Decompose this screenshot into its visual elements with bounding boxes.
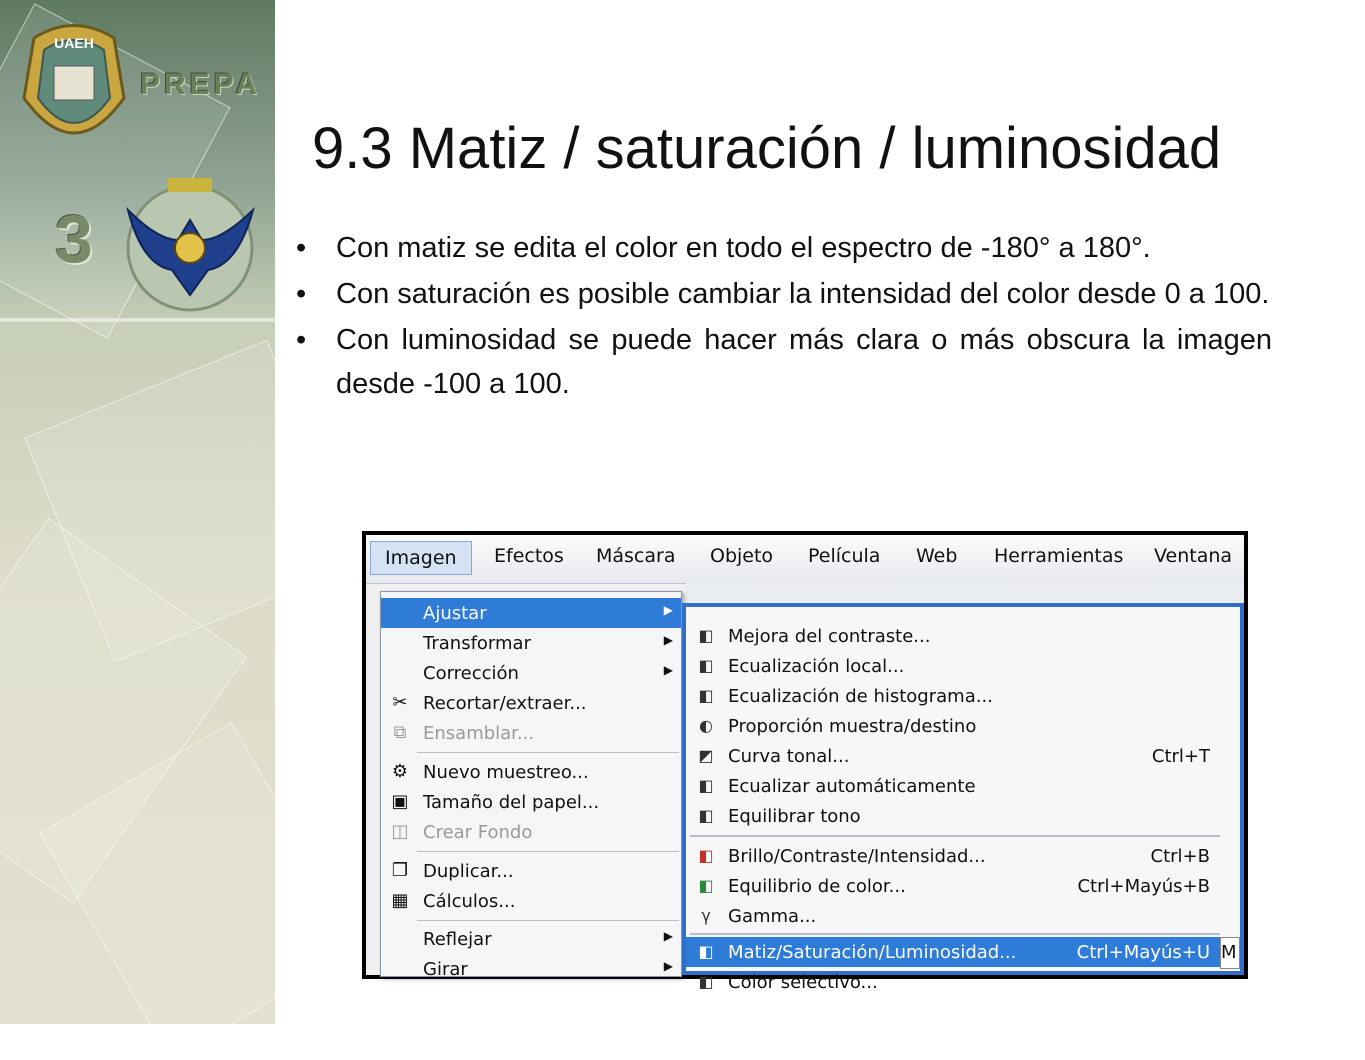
color-balance-icon: ◧ [698,876,714,895]
menu-imagen[interactable]: Imagen [370,541,472,575]
slide-title: 9.3 Matiz / saturación / luminosidad [312,116,1222,181]
menu-item-label: Girar [423,959,468,980]
menu-pelicula[interactable]: Película [808,545,881,567]
gamma-icon: γ [701,906,711,925]
submenu-arrow-icon: ▶ [663,663,673,677]
submenu-item-equilibrar-tono[interactable] [686,801,1226,831]
submenu-item-label: Ecualización de histograma... [728,686,993,707]
bullet-dot: • [296,232,307,264]
menu-item-girar[interactable] [381,954,681,984]
submenu-item-label: Ecualización local... [728,656,905,677]
submenu-item-label: Mejora del contraste... [728,626,931,647]
submenu-item-equilibrio-color[interactable] [686,871,1226,901]
submenu-item-label: Equilibrio de color... [728,876,906,897]
resample-icon: ⚙ [391,761,409,782]
submenu-arrow-icon: ▶ [663,929,673,943]
menu-item-crear-fondo [381,817,681,847]
tooltip-peek: M [1220,937,1240,969]
shortcut-label: Ctrl+B [1150,846,1210,867]
menu-efectos[interactable]: Efectos [494,545,564,567]
eagle-emblem-logo [118,170,263,320]
submenu-item-label: Gamma... [728,906,817,927]
duplicate-icon: ❐ [391,860,409,881]
menu-item-label: Recortar/extraer... [423,693,587,714]
bullet-text: Con luminosidad se puede hacer más clara o más obscura la imagen desde -100 a 100. [336,324,1272,400]
submenu-item-label: Brillo/Contraste/Intensidad... [728,846,986,867]
shortcut-label: Ctrl+Mayús+B [1077,876,1210,897]
submenu-item-matiz-saturacion[interactable] [686,937,1226,967]
shortcut-label: Ctrl+T [1151,746,1210,767]
menu-item-label: Corrección [423,663,519,684]
submenu-item-label: Equilibrar tono [728,806,861,827]
menu-item-label: Transformar [423,633,531,654]
bullet-dot: • [296,324,307,356]
menu-item-correccion[interactable] [381,658,681,688]
submenu-item-label: Ecualizar automáticamente [728,776,976,797]
submenu-item-curva-tonal[interactable] [686,741,1226,771]
submenu-item-mejora-contraste[interactable] [686,621,1226,651]
menu-item-nuevo-muestreo[interactable] [381,757,681,787]
submenu-item-ecualizacion-local[interactable] [686,651,1226,681]
bullet-text: Con saturación es posible cambiar la intensidad del color desde 0 a 100. [336,278,1270,310]
contrast-icon: ◧ [698,626,714,645]
bullet-item [296,272,1272,316]
menu-screenshot [362,531,1248,993]
submenu-arrow-icon: ▶ [663,959,673,973]
screenshot-canvas [366,535,1244,993]
scissors-icon: ✂ [392,692,408,713]
menu-separator [690,933,1220,935]
auto-equalize-icon: ◧ [698,776,714,795]
crest-text: UAEH [54,35,94,51]
stitch-icon: ⧉ [393,722,407,743]
selective-color-icon: ◧ [698,972,714,991]
toolbar-strip [686,583,1244,604]
bullet-list [296,226,1272,408]
menu-item-recortar[interactable] [381,688,681,718]
submenu-arrow-icon: ▶ [663,603,673,617]
bullet-dot: • [296,278,307,310]
tone-curve-icon: ◩ [698,746,714,765]
paper-size-icon: ▣ [391,791,409,812]
uaeh-crest-logo [14,18,134,158]
hue-saturation-icon: ◧ [698,942,714,961]
menu-separator [417,752,679,753]
bullet-item [296,226,1272,270]
bullet-item [296,318,1272,406]
school-number: 3 [55,201,93,277]
menu-mascara[interactable]: Máscara [596,545,676,567]
menu-item-label: Nuevo muestreo... [423,762,589,783]
menu-item-reflejar[interactable] [381,924,681,954]
menu-separator [417,851,679,852]
menu-item-duplicar[interactable] [381,856,681,886]
submenu-item-ecualizar-auto[interactable] [686,771,1226,801]
proportion-icon: ◐ [699,716,713,735]
ajustar-submenu [682,603,1244,993]
submenu-item-gamma[interactable] [686,901,1226,931]
menu-herramientas[interactable]: Herramientas [994,545,1124,567]
menu-item-label: Reflejar [423,929,492,950]
menubar [366,535,1244,584]
submenu-item-label: Proporción muestra/destino [728,716,977,737]
menu-item-label: Crear Fondo [423,822,533,843]
shortcut-label: Ctrl+Mayús+U [1076,942,1210,963]
submenu-item-brillo[interactable] [686,841,1226,871]
submenu-item-proporcion[interactable] [686,711,1226,741]
background-icon: ◫ [391,821,409,842]
submenu-item-color-selectivo[interactable] [686,967,1226,997]
menu-ventana[interactable]: Ventana [1154,545,1233,567]
menu-separator [690,835,1220,837]
submenu-item-label: Color selectivo... [728,972,878,993]
submenu-item-label: Curva tonal... [728,746,850,767]
menu-item-transformar[interactable] [381,628,681,658]
menu-separator [417,920,679,921]
imagen-menu [380,591,682,980]
menu-item-label: Ajustar [423,603,487,624]
submenu-item-label: Matiz/Saturación/Luminosidad... [728,942,1017,963]
calculator-icon: ▦ [391,890,409,911]
decorative-sidebar [0,0,275,1024]
menu-item-label: Tamaño del papel... [423,792,600,813]
menu-item-label: Ensamblar... [423,723,535,744]
menu-web[interactable]: Web [916,545,958,567]
equalize-icon: ◧ [698,656,714,675]
tone-balance-icon: ◧ [698,806,714,825]
menu-item-tamano-papel[interactable] [381,787,681,817]
submenu-item-ecualizacion-histograma[interactable] [686,681,1226,711]
menu-item-calculos[interactable] [381,886,681,916]
menu-objeto[interactable]: Objeto [710,545,774,567]
brightness-icon: ◧ [698,846,714,865]
menu-item-ajustar[interactable] [381,598,681,628]
menu-item-label: Duplicar... [423,861,514,882]
submenu-arrow-icon: ▶ [663,633,673,647]
bullet-text: Con matiz se edita el color en todo el espectro de -180° a 180°. [336,232,1151,264]
prepa-label: PREPA [140,68,262,101]
menu-item-ensamblar [381,718,681,748]
histogram-icon: ◧ [698,686,714,705]
menu-item-label: Cálculos... [423,891,516,912]
